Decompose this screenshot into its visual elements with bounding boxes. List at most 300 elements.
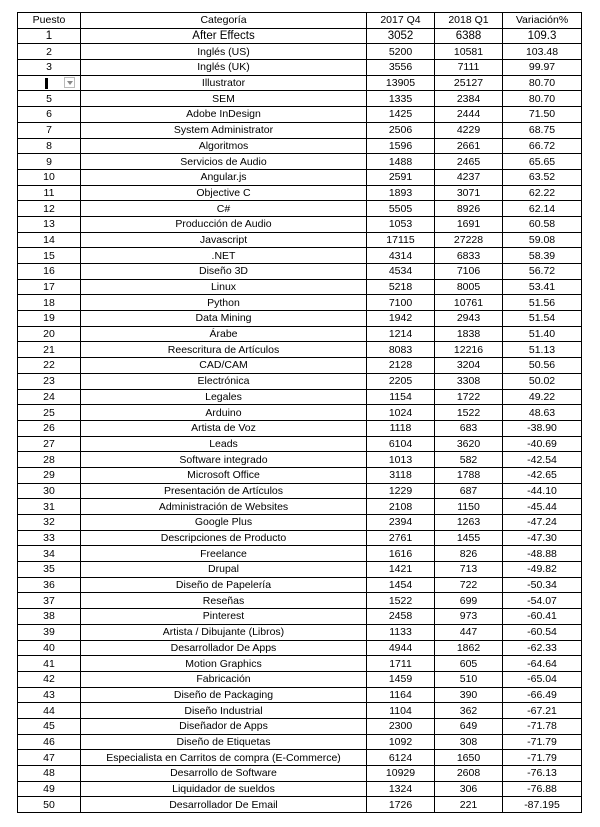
- cell-puesto[interactable]: 42: [18, 671, 81, 687]
- cell-variacion[interactable]: 65.65: [503, 154, 582, 170]
- cell-2018-q1[interactable]: 1150: [435, 499, 503, 515]
- cell-2018-q1[interactable]: 447: [435, 624, 503, 640]
- cell-2018-q1[interactable]: 683: [435, 420, 503, 436]
- cell-2018-q1[interactable]: 27228: [435, 232, 503, 248]
- table-row: [18, 452, 582, 468]
- cell-2017-q4[interactable]: 6124: [367, 750, 435, 766]
- cell-categoria[interactable]: Javascript: [81, 232, 367, 248]
- cell-2018-q1[interactable]: 3204: [435, 358, 503, 374]
- cell-categoria[interactable]: Electrónica: [81, 373, 367, 389]
- cell-variacion[interactable]: -76.13: [503, 766, 582, 782]
- cell-categoria[interactable]: CAD/CAM: [81, 358, 367, 374]
- cell-2017-q4[interactable]: 1454: [367, 577, 435, 593]
- cell-puesto[interactable]: 20: [18, 326, 81, 342]
- cell-2017-q4[interactable]: 4314: [367, 248, 435, 264]
- cell-categoria[interactable]: Desarrollador De Email: [81, 797, 367, 813]
- table-row: [18, 28, 582, 44]
- table-row: [18, 530, 582, 546]
- cell-categoria[interactable]: Illustrator: [81, 75, 367, 91]
- cell-variacion[interactable]: 99.97: [503, 60, 582, 76]
- cell-2017-q4[interactable]: 3052: [367, 28, 435, 44]
- cell-2018-q1[interactable]: 2444: [435, 107, 503, 123]
- cell-categoria[interactable]: Diseño 3D: [81, 264, 367, 280]
- cell-2017-q4[interactable]: 1596: [367, 138, 435, 154]
- table-row: [18, 467, 582, 483]
- cell-categoria[interactable]: Diseño de Papelería: [81, 577, 367, 593]
- cell-variacion[interactable]: 109.3: [503, 28, 582, 44]
- cell-2018-q1[interactable]: 4229: [435, 122, 503, 138]
- cell-2018-q1[interactable]: 510: [435, 671, 503, 687]
- cell-puesto[interactable]: 40: [18, 640, 81, 656]
- cell-categoria[interactable]: Arduino: [81, 405, 367, 421]
- cell-puesto[interactable]: 50: [18, 797, 81, 813]
- table-row: [18, 311, 582, 327]
- cell-categoria[interactable]: Adobe InDesign: [81, 107, 367, 123]
- cell-variacion[interactable]: 56.72: [503, 264, 582, 280]
- cell-puesto[interactable]: 15: [18, 248, 81, 264]
- cell-puesto[interactable]: 39: [18, 624, 81, 640]
- table-row: [18, 483, 582, 499]
- cell-2017-q4[interactable]: 10929: [367, 766, 435, 782]
- table-body: [18, 28, 582, 812]
- cell-categoria[interactable]: Artista de Voz: [81, 420, 367, 436]
- table-row: [18, 232, 582, 248]
- cell-puesto[interactable]: 28: [18, 452, 81, 468]
- cell-variacion[interactable]: -87.195: [503, 797, 582, 813]
- cell-categoria[interactable]: C#: [81, 201, 367, 217]
- cell-2017-q4[interactable]: 4944: [367, 640, 435, 656]
- cell-puesto[interactable]: 17: [18, 279, 81, 295]
- cell-categoria[interactable]: Presentación de Artículos: [81, 483, 367, 499]
- table-row: [18, 515, 582, 531]
- table-row: [18, 624, 582, 640]
- cell-2017-q4[interactable]: 1726: [367, 797, 435, 813]
- cell-puesto[interactable]: 19: [18, 311, 81, 327]
- cell-categoria[interactable]: Fabricación: [81, 671, 367, 687]
- table-row: [18, 342, 582, 358]
- cell-2017-q4[interactable]: 5200: [367, 44, 435, 60]
- table-row: [18, 797, 582, 813]
- cell-puesto[interactable]: 31: [18, 499, 81, 515]
- cell-2017-q4[interactable]: 6104: [367, 436, 435, 452]
- cell-2017-q4[interactable]: 13905: [367, 75, 435, 91]
- cell-variacion[interactable]: 58.39: [503, 248, 582, 264]
- cell-variacion[interactable]: -76.88: [503, 781, 582, 797]
- cell-variacion[interactable]: -44.10: [503, 483, 582, 499]
- cell-2018-q1[interactable]: 25127: [435, 75, 503, 91]
- cell-categoria[interactable]: Google Plus: [81, 515, 367, 531]
- table-row: [18, 154, 582, 170]
- cell-2018-q1[interactable]: 362: [435, 703, 503, 719]
- cell-2018-q1[interactable]: 7111: [435, 60, 503, 76]
- cell-categoria[interactable]: Diseño de Etiquetas: [81, 734, 367, 750]
- cell-puesto[interactable]: 6: [18, 107, 81, 123]
- cell-puesto[interactable]: 8: [18, 138, 81, 154]
- cell-2017-q4[interactable]: 1522: [367, 593, 435, 609]
- cell-2017-q4[interactable]: 8083: [367, 342, 435, 358]
- cell-puesto[interactable]: 43: [18, 687, 81, 703]
- cell-variacion[interactable]: 80.70: [503, 75, 582, 91]
- cell-2017-q4[interactable]: 5218: [367, 279, 435, 295]
- cell-2017-q4[interactable]: 1229: [367, 483, 435, 499]
- cell-2018-q1[interactable]: 699: [435, 593, 503, 609]
- cell-variacion[interactable]: -49.82: [503, 562, 582, 578]
- table-row: [18, 60, 582, 76]
- table-row: [18, 216, 582, 232]
- cell-2018-q1[interactable]: 605: [435, 656, 503, 672]
- cell-categoria[interactable]: Descripciones de Producto: [81, 530, 367, 546]
- table-row: [18, 593, 582, 609]
- cell-categoria[interactable]: System Administrator: [81, 122, 367, 138]
- cell-2017-q4[interactable]: 17115: [367, 232, 435, 248]
- cell-variacion[interactable]: -40.69: [503, 436, 582, 452]
- table-row: [18, 107, 582, 123]
- table-row: [18, 734, 582, 750]
- cell-puesto[interactable]: 9: [18, 154, 81, 170]
- cell-variacion[interactable]: -42.65: [503, 467, 582, 483]
- cell-categoria[interactable]: Microsoft Office: [81, 467, 367, 483]
- cell-2017-q4[interactable]: 1616: [367, 546, 435, 562]
- cell-puesto[interactable]: 25: [18, 405, 81, 421]
- table-row: [18, 389, 582, 405]
- cell-variacion[interactable]: 103.48: [503, 44, 582, 60]
- cell-2018-q1[interactable]: 1455: [435, 530, 503, 546]
- cell-categoria[interactable]: Data Mining: [81, 311, 367, 327]
- cell-puesto[interactable]: 2: [18, 44, 81, 60]
- cell-2018-q1[interactable]: 2465: [435, 154, 503, 170]
- cell-2017-q4[interactable]: 1024: [367, 405, 435, 421]
- cell-2018-q1[interactable]: 1691: [435, 216, 503, 232]
- cell-2017-q4[interactable]: 1092: [367, 734, 435, 750]
- cell-variacion[interactable]: 48.63: [503, 405, 582, 421]
- cell-variacion[interactable]: 59.08: [503, 232, 582, 248]
- cell-variacion[interactable]: -71.78: [503, 718, 582, 734]
- table-row: [18, 499, 582, 515]
- cell-categoria[interactable]: Árabe: [81, 326, 367, 342]
- table-row: [18, 169, 582, 185]
- cell-categoria[interactable]: Linux: [81, 279, 367, 295]
- cell-variacion[interactable]: -48.88: [503, 546, 582, 562]
- cell-variacion[interactable]: 63.52: [503, 169, 582, 185]
- cell-variacion[interactable]: -54.07: [503, 593, 582, 609]
- header-puesto[interactable]: Puesto: [18, 13, 81, 29]
- cell-puesto[interactable]: 34: [18, 546, 81, 562]
- cell-2017-q4[interactable]: 1053: [367, 216, 435, 232]
- table-row: [18, 138, 582, 154]
- cell-2017-q4[interactable]: 5505: [367, 201, 435, 217]
- table-row: [18, 358, 582, 374]
- cell-2017-q4[interactable]: 3118: [367, 467, 435, 483]
- cell-variacion[interactable]: -64.64: [503, 656, 582, 672]
- cell-2017-q4[interactable]: 1104: [367, 703, 435, 719]
- cell-categoria[interactable]: Inglés (US): [81, 44, 367, 60]
- cell-categoria[interactable]: Reescritura de Artículos: [81, 342, 367, 358]
- cell-puesto[interactable]: 13: [18, 216, 81, 232]
- cell-variacion[interactable]: 66.72: [503, 138, 582, 154]
- cell-2017-q4[interactable]: 1154: [367, 389, 435, 405]
- cell-puesto[interactable]: 32: [18, 515, 81, 531]
- table-row: [18, 750, 582, 766]
- cell-2018-q1[interactable]: 973: [435, 609, 503, 625]
- cell-2017-q4[interactable]: 1335: [367, 91, 435, 107]
- cell-2017-q4[interactable]: 2394: [367, 515, 435, 531]
- cell-puesto[interactable]: 21: [18, 342, 81, 358]
- cell-categoria[interactable]: Servicios de Audio: [81, 154, 367, 170]
- cell-categoria[interactable]: Administración de Websites: [81, 499, 367, 515]
- cell-2018-q1[interactable]: 8926: [435, 201, 503, 217]
- cell-puesto[interactable]: 23: [18, 373, 81, 389]
- cell-puesto[interactable]: 46: [18, 734, 81, 750]
- cell-2018-q1[interactable]: 2661: [435, 138, 503, 154]
- cell-puesto[interactable]: 1: [18, 28, 81, 44]
- cell-2017-q4[interactable]: 1164: [367, 687, 435, 703]
- cell-puesto[interactable]: 44: [18, 703, 81, 719]
- cell-variacion[interactable]: 51.40: [503, 326, 582, 342]
- cell-2018-q1[interactable]: 390: [435, 687, 503, 703]
- cell-2018-q1[interactable]: 722: [435, 577, 503, 593]
- table-row: [18, 122, 582, 138]
- cell-variacion[interactable]: 51.13: [503, 342, 582, 358]
- cell-puesto[interactable]: 47: [18, 750, 81, 766]
- cell-puesto[interactable]: 27: [18, 436, 81, 452]
- cell-2017-q4[interactable]: 1421: [367, 562, 435, 578]
- cell-categoria[interactable]: Desarrollador De Apps: [81, 640, 367, 656]
- cell-puesto[interactable]: 37: [18, 593, 81, 609]
- cell-variacion[interactable]: 51.56: [503, 295, 582, 311]
- table-row: [18, 248, 582, 264]
- table-row: [18, 687, 582, 703]
- cell-puesto[interactable]: 26: [18, 420, 81, 436]
- cell-puesto[interactable]: 33: [18, 530, 81, 546]
- cell-puesto[interactable]: 16: [18, 264, 81, 280]
- cell-variacion[interactable]: 53.41: [503, 279, 582, 295]
- cell-variacion[interactable]: -65.04: [503, 671, 582, 687]
- cell-categoria[interactable]: Motion Graphics: [81, 656, 367, 672]
- cell-variacion[interactable]: 49.22: [503, 389, 582, 405]
- cell-2017-q4[interactable]: 2458: [367, 609, 435, 625]
- cell-2017-q4[interactable]: 1942: [367, 311, 435, 327]
- cell-variacion[interactable]: 50.56: [503, 358, 582, 374]
- cell-2017-q4[interactable]: 1425: [367, 107, 435, 123]
- cell-2017-q4[interactable]: 1214: [367, 326, 435, 342]
- cell-categoria[interactable]: After Effects: [81, 28, 367, 44]
- header-categoria[interactable]: Categoría: [81, 13, 367, 29]
- cell-variacion[interactable]: 62.14: [503, 201, 582, 217]
- cell-categoria[interactable]: Liquidador de sueldos: [81, 781, 367, 797]
- cell-2017-q4[interactable]: 3556: [367, 60, 435, 76]
- cell-2017-q4[interactable]: 1488: [367, 154, 435, 170]
- cell-2018-q1[interactable]: 3071: [435, 185, 503, 201]
- cell-puesto[interactable]: 49: [18, 781, 81, 797]
- cell-puesto[interactable]: 38: [18, 609, 81, 625]
- cell-puesto[interactable]: 11: [18, 185, 81, 201]
- cell-puesto[interactable]: 3: [18, 60, 81, 76]
- cell-2018-q1[interactable]: 687: [435, 483, 503, 499]
- cell-2018-q1[interactable]: 8005: [435, 279, 503, 295]
- cell-2018-q1[interactable]: 10581: [435, 44, 503, 60]
- cell-puesto[interactable]: [18, 75, 81, 91]
- cell-categoria[interactable]: Especialista en Carritos de compra (E-Commerce): [81, 750, 367, 766]
- cell-variacion[interactable]: 60.58: [503, 216, 582, 232]
- cell-categoria[interactable]: Desarrollo de Software: [81, 766, 367, 782]
- cell-categoria[interactable]: Drupal: [81, 562, 367, 578]
- cell-2017-q4[interactable]: 2108: [367, 499, 435, 515]
- table-row: [18, 546, 582, 562]
- cell-puesto[interactable]: 22: [18, 358, 81, 374]
- cell-variacion[interactable]: -38.90: [503, 420, 582, 436]
- cell-categoria[interactable]: Inglés (UK): [81, 60, 367, 76]
- table-row: [18, 405, 582, 421]
- cell-categoria[interactable]: Diseñador de Apps: [81, 718, 367, 734]
- cell-2018-q1[interactable]: 3308: [435, 373, 503, 389]
- cell-categoria[interactable]: Objective C: [81, 185, 367, 201]
- cell-puesto[interactable]: 7: [18, 122, 81, 138]
- cell-2018-q1[interactable]: 1650: [435, 750, 503, 766]
- table-row: [18, 75, 582, 91]
- cell-categoria[interactable]: Reseñas: [81, 593, 367, 609]
- cell-2018-q1[interactable]: 2943: [435, 311, 503, 327]
- cell-categoria[interactable]: Pinterest: [81, 609, 367, 625]
- table-row: [18, 766, 582, 782]
- cell-2017-q4[interactable]: 2506: [367, 122, 435, 138]
- cell-2017-q4[interactable]: 2128: [367, 358, 435, 374]
- cell-categoria[interactable]: Software integrado: [81, 452, 367, 468]
- header-2017-q4[interactable]: 2017 Q4: [367, 13, 435, 29]
- cell-variacion[interactable]: 71.50: [503, 107, 582, 123]
- table-row: [18, 185, 582, 201]
- cell-2017-q4[interactable]: 2300: [367, 718, 435, 734]
- cell-2018-q1[interactable]: 12216: [435, 342, 503, 358]
- cell-2018-q1[interactable]: 2384: [435, 91, 503, 107]
- cell-variacion[interactable]: -71.79: [503, 750, 582, 766]
- cell-variacion[interactable]: 51.54: [503, 311, 582, 327]
- cell-2017-q4[interactable]: 1711: [367, 656, 435, 672]
- cell-2017-q4[interactable]: 7100: [367, 295, 435, 311]
- cell-puesto[interactable]: 10: [18, 169, 81, 185]
- cell-2018-q1[interactable]: 221: [435, 797, 503, 813]
- cell-2017-q4[interactable]: 1118: [367, 420, 435, 436]
- cell-2018-q1[interactable]: 826: [435, 546, 503, 562]
- cell-2018-q1[interactable]: 306: [435, 781, 503, 797]
- cell-categoria[interactable]: Freelance: [81, 546, 367, 562]
- cell-puesto[interactable]: 35: [18, 562, 81, 578]
- cell-variacion[interactable]: 50.02: [503, 373, 582, 389]
- cell-categoria[interactable]: Angular.js: [81, 169, 367, 185]
- cell-puesto[interactable]: 14: [18, 232, 81, 248]
- table-row: [18, 562, 582, 578]
- cell-2018-q1[interactable]: 3620: [435, 436, 503, 452]
- cell-puesto[interactable]: 24: [18, 389, 81, 405]
- cell-variacion[interactable]: -42.54: [503, 452, 582, 468]
- cell-categoria[interactable]: Legales: [81, 389, 367, 405]
- cell-2017-q4[interactable]: 4534: [367, 264, 435, 280]
- cell-2018-q1[interactable]: 582: [435, 452, 503, 468]
- cell-puesto[interactable]: 45: [18, 718, 81, 734]
- cell-variacion[interactable]: -60.41: [503, 609, 582, 625]
- dropdown-arrow-icon[interactable]: [67, 81, 73, 85]
- table-row: [18, 781, 582, 797]
- cell-2017-q4[interactable]: 2761: [367, 530, 435, 546]
- cell-2017-q4[interactable]: 1013: [367, 452, 435, 468]
- cell-2018-q1[interactable]: 1788: [435, 467, 503, 483]
- cell-2018-q1[interactable]: 308: [435, 734, 503, 750]
- cell-2017-q4[interactable]: 2591: [367, 169, 435, 185]
- cell-2018-q1[interactable]: 2608: [435, 766, 503, 782]
- cell-2018-q1[interactable]: 7106: [435, 264, 503, 280]
- cell-categoria[interactable]: Algoritmos: [81, 138, 367, 154]
- cell-categoria[interactable]: .NET: [81, 248, 367, 264]
- cell-2017-q4[interactable]: 1893: [367, 185, 435, 201]
- table-row: [18, 671, 582, 687]
- table-row: [18, 718, 582, 734]
- cell-puesto[interactable]: 41: [18, 656, 81, 672]
- table-row: [18, 264, 582, 280]
- cell-variacion[interactable]: 68.75: [503, 122, 582, 138]
- cell-2018-q1[interactable]: 4237: [435, 169, 503, 185]
- cell-puesto[interactable]: 18: [18, 295, 81, 311]
- cell-variacion[interactable]: 62.22: [503, 185, 582, 201]
- cell-variacion[interactable]: -45.44: [503, 499, 582, 515]
- cell-2017-q4[interactable]: 1459: [367, 671, 435, 687]
- cell-2017-q4[interactable]: 1324: [367, 781, 435, 797]
- cell-2018-q1[interactable]: 1263: [435, 515, 503, 531]
- spreadsheet-sheet: [17, 12, 582, 813]
- cell-2018-q1[interactable]: 1838: [435, 326, 503, 342]
- table-row: [18, 295, 582, 311]
- cell-variacion[interactable]: -47.30: [503, 530, 582, 546]
- cell-variacion[interactable]: -62.33: [503, 640, 582, 656]
- cell-2018-q1[interactable]: 10761: [435, 295, 503, 311]
- ranking-table: [17, 12, 582, 813]
- header-variacion[interactable]: Variación%: [503, 13, 582, 29]
- cell-puesto[interactable]: 48: [18, 766, 81, 782]
- cell-2018-q1[interactable]: 1862: [435, 640, 503, 656]
- table-row: [18, 326, 582, 342]
- cell-2018-q1[interactable]: 649: [435, 718, 503, 734]
- cell-categoria[interactable]: Diseño de Packaging: [81, 687, 367, 703]
- cell-categoria[interactable]: Leads: [81, 436, 367, 452]
- cell-2017-q4[interactable]: 2205: [367, 373, 435, 389]
- cell-variacion[interactable]: -50.34: [503, 577, 582, 593]
- cell-2017-q4[interactable]: 1133: [367, 624, 435, 640]
- cell-2018-q1[interactable]: 6833: [435, 248, 503, 264]
- cell-puesto[interactable]: 5: [18, 91, 81, 107]
- cell-2018-q1[interactable]: 1522: [435, 405, 503, 421]
- table-row: [18, 373, 582, 389]
- cell-categoria[interactable]: Python: [81, 295, 367, 311]
- cell-categoria[interactable]: Diseño Industrial: [81, 703, 367, 719]
- cell-2018-q1[interactable]: 713: [435, 562, 503, 578]
- header-row: [18, 13, 582, 29]
- cell-categoria[interactable]: Producción de Audio: [81, 216, 367, 232]
- cell-categoria[interactable]: SEM: [81, 91, 367, 107]
- cell-puesto[interactable]: 30: [18, 483, 81, 499]
- cell-categoria[interactable]: Artista / Dibujante (Libros): [81, 624, 367, 640]
- cell-puesto[interactable]: 29: [18, 467, 81, 483]
- cell-variacion[interactable]: -66.49: [503, 687, 582, 703]
- cell-variacion[interactable]: -67.21: [503, 703, 582, 719]
- cell-2018-q1[interactable]: 1722: [435, 389, 503, 405]
- header-2018-q1[interactable]: 2018 Q1: [435, 13, 503, 29]
- cell-variacion[interactable]: -60.54: [503, 624, 582, 640]
- cell-puesto[interactable]: 36: [18, 577, 81, 593]
- cell-variacion[interactable]: 80.70: [503, 91, 582, 107]
- cell-2018-q1[interactable]: 6388: [435, 28, 503, 44]
- text-cursor-icon: [45, 78, 48, 89]
- cell-puesto[interactable]: 12: [18, 201, 81, 217]
- cell-variacion[interactable]: -47.24: [503, 515, 582, 531]
- cell-variacion[interactable]: -71.79: [503, 734, 582, 750]
